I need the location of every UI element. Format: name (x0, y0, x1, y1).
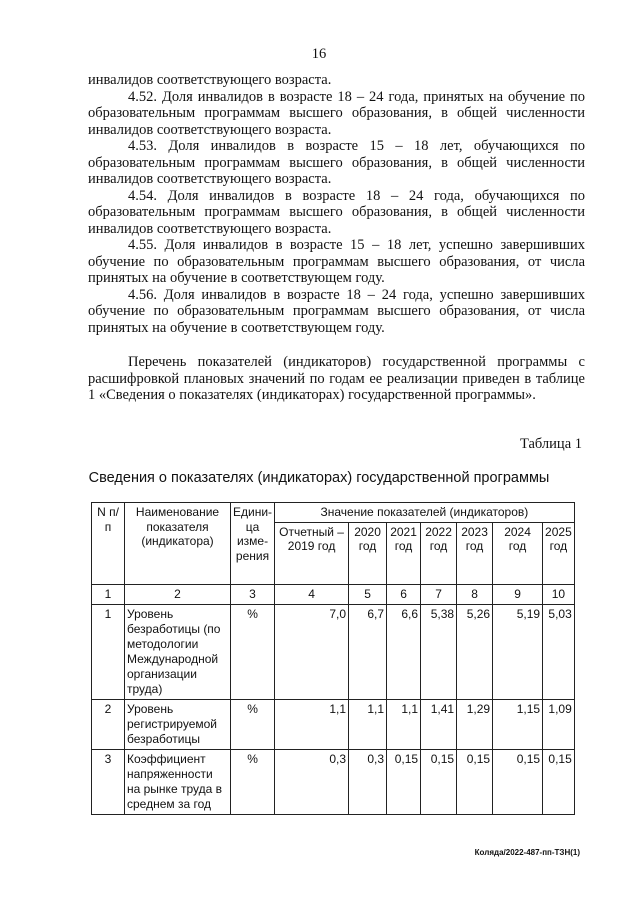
row-value: 6,7 (349, 604, 387, 699)
column-number: 6 (387, 584, 421, 604)
row-value: 1,1 (349, 699, 387, 749)
row-value: 1,29 (457, 699, 493, 749)
paragraph: 4.55. Доля инвалидов в возрасте 15 – 18 лет, успешно завершивших обучение по образовательным программам высшего образования, от числа принятых на обучение в соответствующем году. (88, 237, 585, 286)
header-year: 2021 год (387, 522, 421, 584)
document-code: Коляда/2022-487-пп-ТЗН(1) (474, 848, 580, 857)
row-value: 5,19 (493, 604, 543, 699)
column-number: 9 (493, 584, 543, 604)
paragraph: 4.53. Доля инвалидов в возрасте 15 – 18 лет, обучающихся по образовательным программам высшего образования, в общей численности инвалидов соответствующего возраста. (88, 138, 585, 187)
column-number: 10 (543, 584, 575, 604)
row-value: 0,15 (421, 749, 457, 814)
row-value: 5,03 (543, 604, 575, 699)
header-year: Отчетный – 2019 год (275, 522, 349, 584)
row-value: 0,15 (543, 749, 575, 814)
paragraph: 4.56. Доля инвалидов в возрасте 18 – 24 года, успешно завершивших обучение по образовательным программам высшего образования, от числа принятых на обучение в соответствующем году. (88, 286, 585, 336)
header-values-group: Значение показателей (индикаторов) (275, 503, 575, 523)
table-header-row (92, 503, 575, 523)
header-year: 2024 год (493, 522, 543, 584)
row-num: 2 (92, 699, 125, 749)
page-number: 16 (311, 46, 327, 62)
header-year: 2022 год (421, 522, 457, 584)
header-year: 2025 год (543, 522, 575, 584)
column-number: 4 (275, 584, 349, 604)
row-value: 0,15 (387, 749, 421, 814)
paragraph: 4.54. Доля инвалидов в возрасте 18 – 24 года, обучающихся по образовательным программам высшего образования, в общей численности инвалидов соответствующего возраста. (88, 187, 585, 237)
row-value: 0,15 (457, 749, 493, 814)
row-value: 1,1 (387, 699, 421, 749)
paragraph: инвалидов соответствующего возраста. (88, 72, 332, 88)
body-text (88, 72, 585, 404)
column-number: 7 (421, 584, 457, 604)
column-number: 8 (457, 584, 493, 604)
header-num: N п/п (92, 503, 125, 585)
column-number: 5 (349, 584, 387, 604)
paragraph: 4.52. Доля инвалидов в возрасте 18 – 24 года, принятых на обучение по образовательным программам высшего образования, в общей численности инвалидов соответствующего возраста. (88, 88, 585, 138)
row-unit: % (231, 699, 275, 749)
row-value: 0,15 (493, 749, 543, 814)
row-value: 5,26 (457, 604, 493, 699)
row-indicator-name: Уровень безработицы (по методологии Международной организации труда) (125, 604, 231, 699)
row-value: 1,1 (275, 699, 349, 749)
column-number: 3 (231, 584, 275, 604)
table-row (92, 699, 575, 749)
row-unit: % (231, 749, 275, 814)
indicators-table (91, 502, 575, 815)
header-year: 2023 год (457, 522, 493, 584)
row-value: 1,15 (493, 699, 543, 749)
column-number: 2 (125, 584, 231, 604)
row-value: 6,6 (387, 604, 421, 699)
header-name: Наименование показателя (индикатора) (125, 503, 231, 585)
row-indicator-name: Уровень регистрируемой безработицы (125, 699, 231, 749)
row-value: 1,09 (543, 699, 575, 749)
column-number: 1 (92, 584, 125, 604)
table-caption: Сведения о показателях (индикаторах) государственной программы (88, 470, 550, 486)
row-unit: % (231, 604, 275, 699)
table-label: Таблица 1 (519, 436, 582, 452)
row-value: 0,3 (349, 749, 387, 814)
header-unit: Единица измерения (231, 503, 275, 585)
table-row (92, 749, 575, 814)
header-year: 2020 год (349, 522, 387, 584)
intro-paragraph: Перечень показателей (индикаторов) государственной программы с расшифровкой плановых значений по годам ее реализации приведен в таблице 1 «Сведения о показателях (индикаторах) государственной программы». (88, 354, 585, 403)
row-value: 7,0 (275, 604, 349, 699)
row-value: 1,41 (421, 699, 457, 749)
row-num: 3 (92, 749, 125, 814)
table-row (92, 604, 575, 699)
row-indicator-name: Коэффициент напряженности на рынке труда в среднем за год (125, 749, 231, 814)
column-number-row (92, 584, 575, 604)
row-value: 0,3 (275, 749, 349, 814)
row-value: 5,38 (421, 604, 457, 699)
row-num: 1 (92, 604, 125, 699)
